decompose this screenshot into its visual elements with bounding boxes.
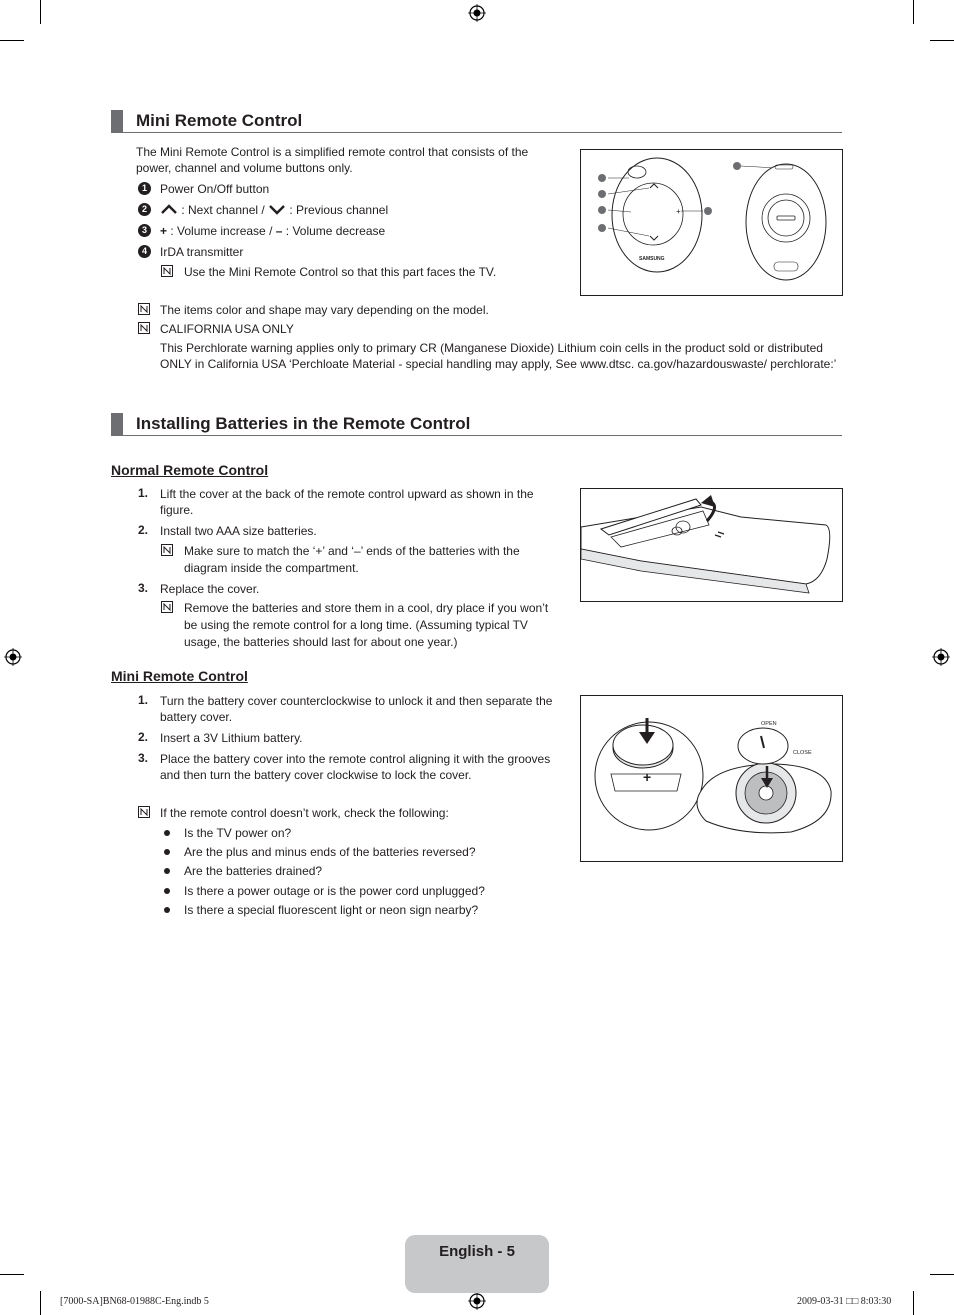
channel-next-label: : Next channel /: [178, 203, 269, 217]
step-text: Insert a 3V Lithium battery.: [160, 731, 303, 745]
note-icon: [138, 303, 150, 315]
item-text-channel: [160, 202, 388, 218]
chevron-down-icon: [268, 204, 286, 215]
check-item: Are the plus and minus ends of the batteries reversed?: [184, 845, 476, 859]
section-header-bar: [111, 413, 123, 435]
match-note-text: Make sure to match the ‘+’ and ‘–’ ends of the batteries with the diagram inside the compartment.: [184, 544, 520, 575]
registration-mark-icon: [468, 1292, 486, 1310]
crop-mark: [913, 1291, 914, 1315]
check-item: Is there a special fluorescent light or neon sign nearby?: [184, 903, 479, 917]
crop-mark: [40, 0, 41, 24]
item-text-power: Power On/Off button: [160, 182, 270, 196]
close-label: CLOSE: [793, 750, 812, 756]
step-number: 1.: [138, 693, 149, 707]
crop-mark: [0, 1274, 24, 1275]
item-badge-1: 1: [138, 182, 151, 195]
step-number: 3.: [138, 751, 149, 765]
normal-remote-figure: [580, 488, 843, 602]
check-item: Are the batteries drained?: [184, 864, 323, 878]
open-label: OPEN: [761, 721, 777, 727]
page-number-tab: [405, 1235, 549, 1293]
registration-mark-icon: [468, 4, 486, 22]
check-intro-text: If the remote control doesn’t work, check the following:: [160, 806, 449, 820]
normal-remote-illustration: [581, 489, 842, 601]
irda-note-text: Use the Mini Remote Control so that this part faces the TV.: [184, 265, 497, 279]
step-text: Lift the cover at the back of the remote control upward as shown in the figure.: [160, 487, 534, 517]
svg-text:+: +: [643, 769, 652, 785]
step-text: Install two AAA size batteries.: [160, 524, 317, 538]
note-icon: [161, 601, 173, 613]
step-number: 3.: [138, 581, 149, 595]
intro-text: The Mini Remote Control is a simplified remote control that consists of the power, channel and volume buttons only.: [136, 145, 529, 175]
crop-mark: [930, 40, 954, 41]
section-title: Installing Batteries in the Remote Control: [136, 414, 471, 433]
color-note-text: The items color and shape may vary depending on the model.: [160, 303, 489, 317]
mini-battery-figure: [580, 695, 843, 862]
item-badge-3: 3: [138, 224, 151, 237]
bullet: [164, 868, 170, 874]
perchlorate-text: This Perchlorate warning applies only to primary CR (Manganese Dioxide) Lithium coin cells in the product sold or distributed ONLY in California USA ‘Perchloate Material - special handling may apply, See www.dtsc. ca.gov/hazardouswaste/ perchlorate:’: [160, 341, 837, 371]
registration-mark-icon: [4, 648, 22, 666]
check-item: Is the TV power on?: [184, 826, 292, 840]
california-note-text: CALIFORNIA USA ONLY: [160, 322, 294, 336]
chevron-up-icon: [160, 204, 178, 215]
subheading-normal-remote: Normal Remote Control: [111, 462, 269, 478]
channel-prev-label: : Previous channel: [286, 203, 389, 217]
print-slug-left: [7000-SA]BN68-01988C-Eng.indb 5: [60, 1296, 209, 1307]
step-text: Place the battery cover into the remote control aligning it with the grooves and then turn the battery cover clockwise to lock the cover.: [160, 752, 551, 782]
volume-down-label: : Volume decrease: [282, 224, 386, 238]
note-icon: [161, 265, 173, 277]
section-header-install: [111, 413, 842, 436]
item-text-volume: [160, 223, 385, 239]
note-icon: [138, 806, 150, 818]
mini-battery-illustration: [581, 696, 842, 861]
bullet: [164, 907, 170, 913]
volume-up-label: : Volume increase /: [167, 224, 276, 238]
subheading-mini-remote: Mini Remote Control: [111, 668, 248, 684]
check-item: Is there a power outage or is the power cord unplugged?: [184, 884, 485, 898]
step-number: 1.: [138, 486, 149, 500]
print-slug-right: 2009-03-31 □□ 8:03:30: [797, 1296, 892, 1307]
item-badge-4: 4: [138, 245, 151, 258]
section-title: Mini Remote Control: [136, 111, 303, 130]
item-badge-2: 2: [138, 203, 151, 216]
note-icon: [161, 544, 173, 556]
step-text: Turn the battery cover counterclockwise to unlock it and then separate the battery cover.: [160, 694, 553, 724]
step-number: 2.: [138, 523, 149, 537]
step-text: Replace the cover.: [160, 582, 260, 596]
bullet: [164, 830, 170, 836]
mini-remote-brand: SAMSUNG: [639, 256, 665, 262]
plus-symbol: +: [160, 224, 168, 238]
crop-mark: [0, 40, 24, 41]
crop-mark: [913, 0, 914, 24]
page-number-label: English - 5: [439, 1243, 515, 1260]
mini-remote-illustration: [581, 150, 842, 295]
section-header-mini-remote: [111, 110, 842, 133]
registration-mark-icon: [932, 648, 950, 666]
bullet: [164, 888, 170, 894]
section-header-bar: [111, 110, 123, 132]
crop-mark: [40, 1291, 41, 1315]
svg-text:+: +: [676, 207, 681, 216]
note-icon: [138, 322, 150, 334]
mini-remote-figure: [580, 149, 843, 296]
remove-note-text: Remove the batteries and store them in a cool, dry place if you won’t be using the remote control for a long time. (Assuming typical TV usage, the batteries should last for about one year.): [184, 601, 549, 649]
bullet: [164, 849, 170, 855]
item-text-irda: IrDA transmitter: [160, 245, 244, 259]
step-number: 2.: [138, 730, 149, 744]
crop-mark: [930, 1274, 954, 1275]
minus-symbol: –: [275, 224, 283, 238]
